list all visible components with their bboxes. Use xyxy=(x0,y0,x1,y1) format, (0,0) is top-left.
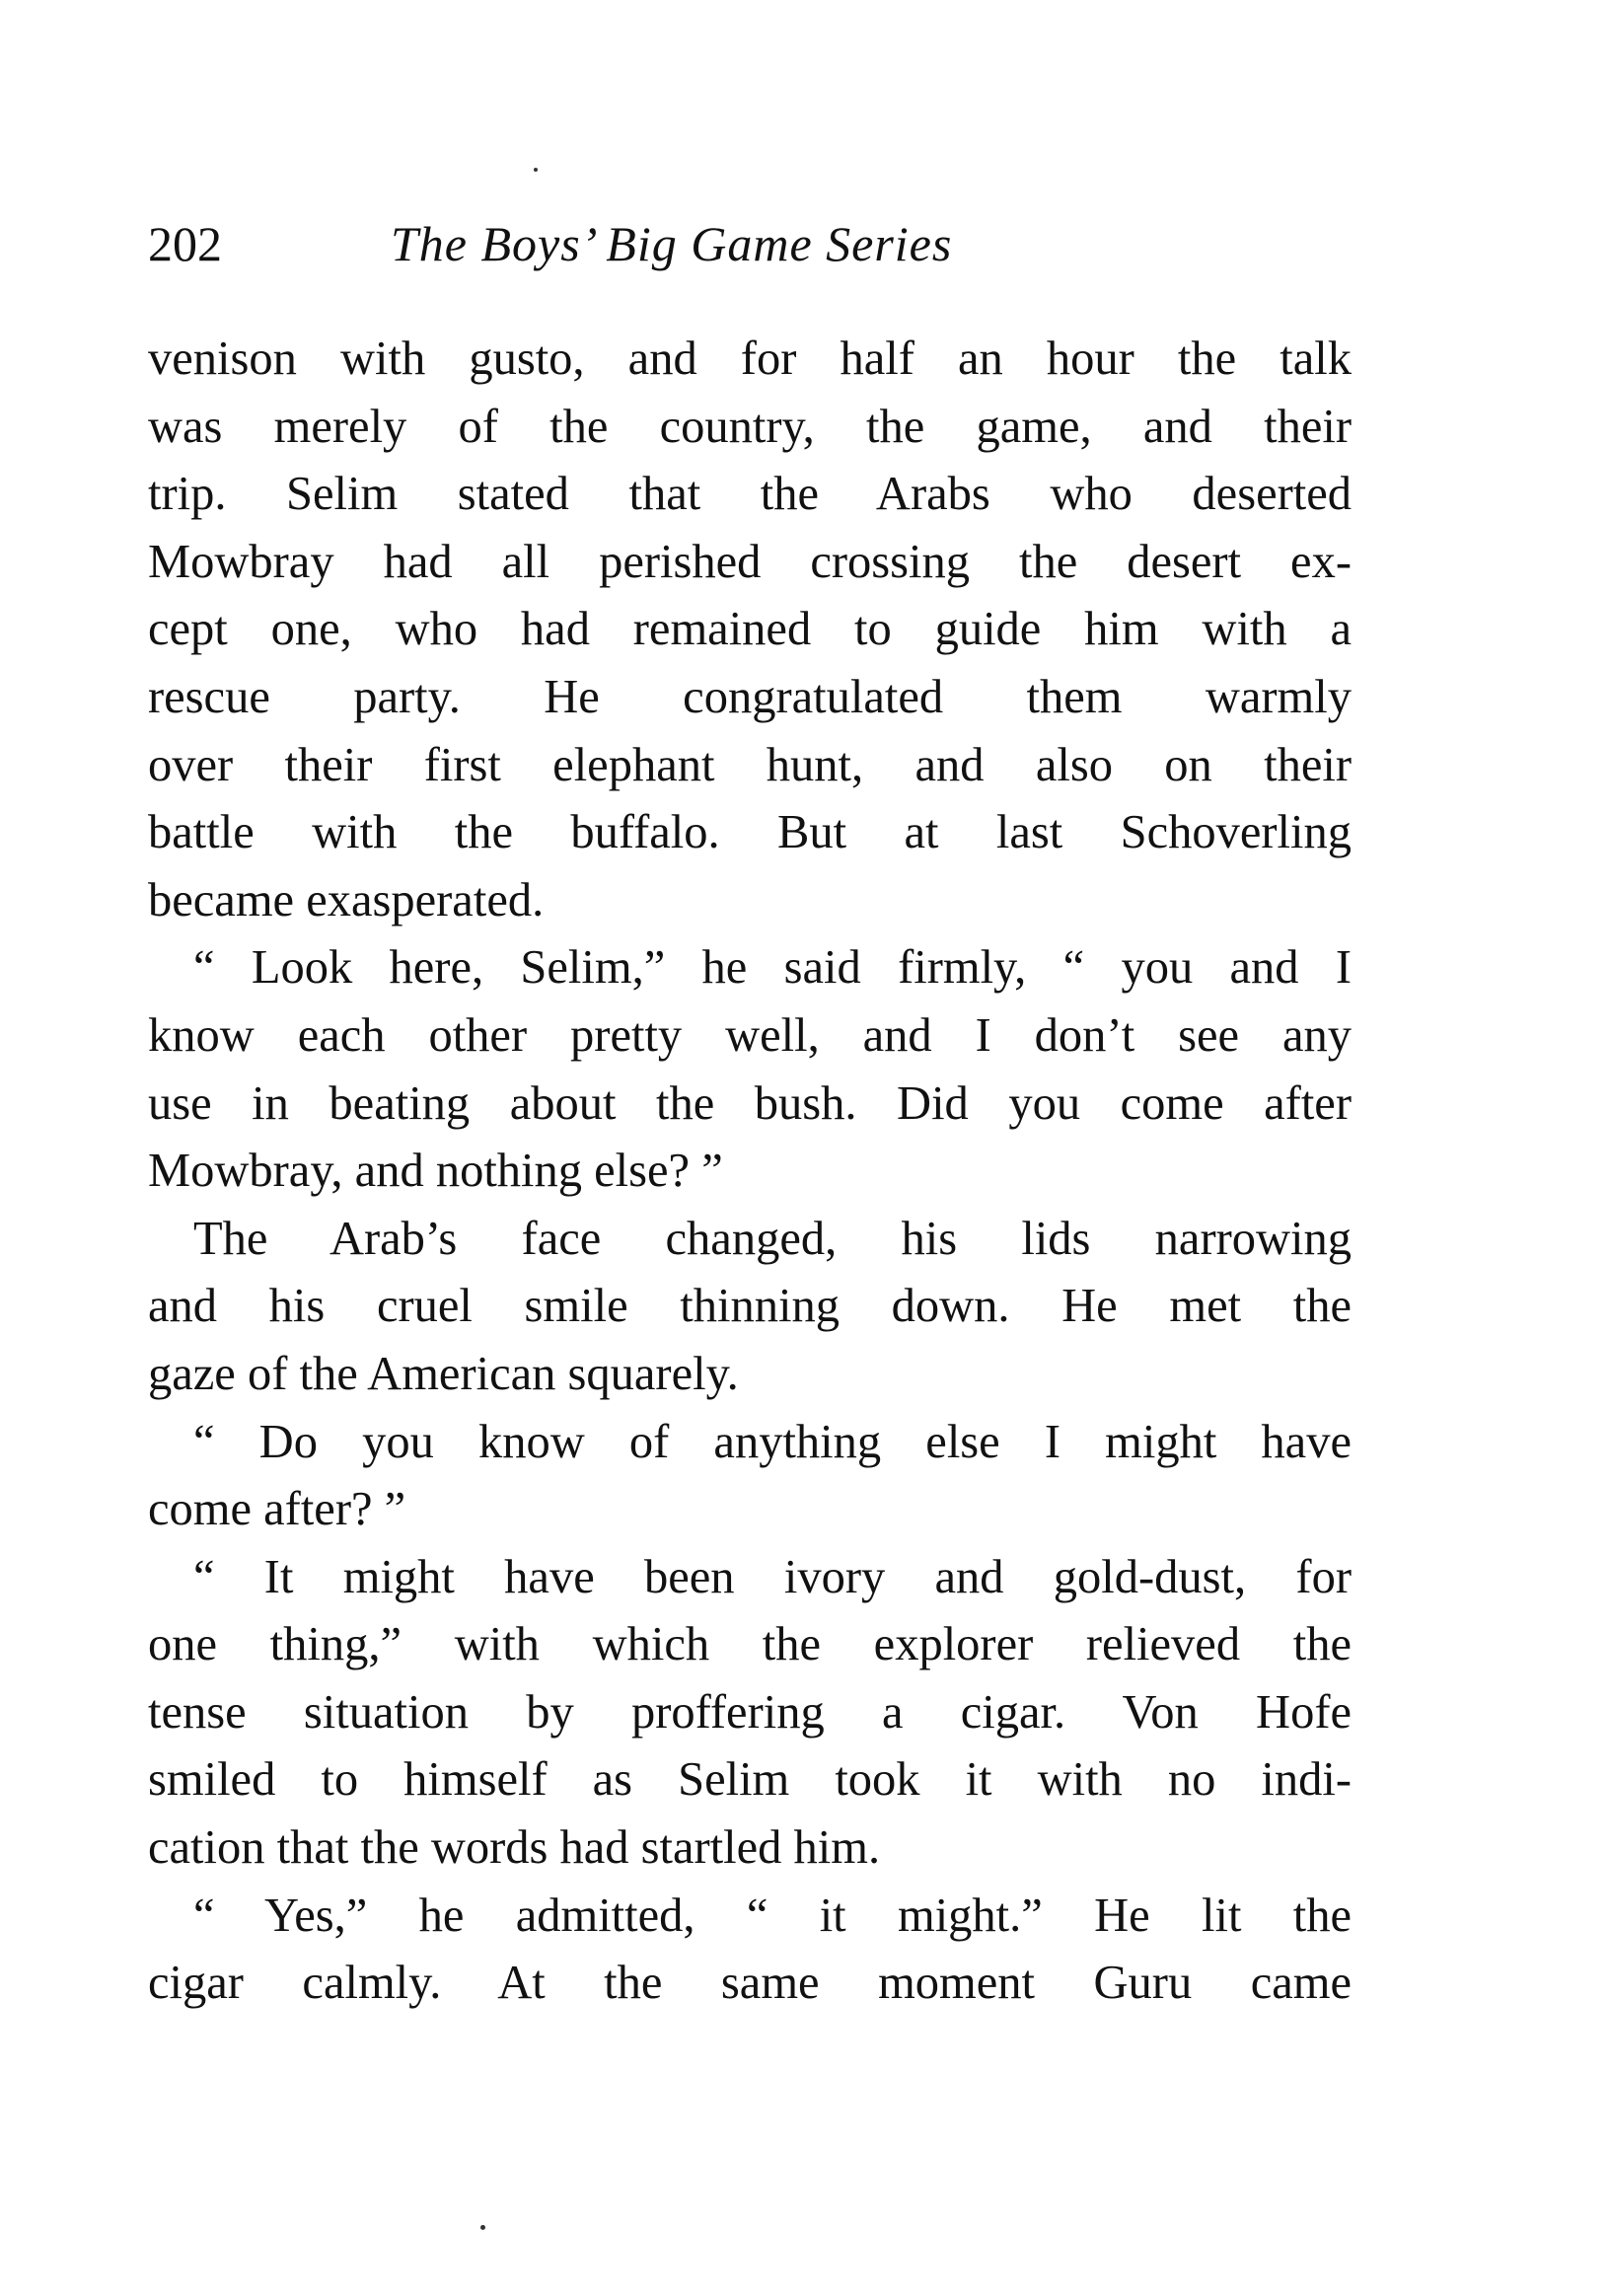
text-line: know each other pretty well, and I don’t see any xyxy=(148,1008,1352,1062)
text-line: “ Do you know of anything else I might have xyxy=(193,1415,1352,1468)
running-header xyxy=(148,209,1361,278)
text-line: “ It might have been ivory and gold-dust, for xyxy=(193,1550,1352,1603)
text-line: The Arab’s face changed, his lids narrowing xyxy=(193,1212,1352,1265)
text-line: and his cruel smile thinning down. He met the xyxy=(148,1280,1352,1333)
text-line: Mowbray had all perished crossing the desert ex- xyxy=(148,535,1352,588)
running-title: The Boys’ Big Game Series xyxy=(391,216,953,271)
text-line: rescue party. He congratulated them warmly xyxy=(148,670,1352,723)
text-line: Mowbray, and nothing else? ” xyxy=(148,1145,723,1198)
text-line: use in beating about the bush. Did you come after xyxy=(148,1076,1352,1130)
text-line: battle with the buffalo. But at last Schoverling xyxy=(148,806,1352,859)
text-line: smiled to himself as Selim took it with no indi- xyxy=(148,1753,1352,1807)
text-line: gaze of the American squarely. xyxy=(148,1347,739,1400)
body-text xyxy=(148,326,1352,2018)
text-line: cation that the words had startled him. xyxy=(148,1821,881,1875)
print-speck xyxy=(480,2225,485,2230)
text-line: “ Yes,” he admitted, “ it might.” He lit the xyxy=(193,1889,1352,1942)
text-line: trip. Selim stated that the Arabs who deserted xyxy=(148,468,1352,521)
text-line: one thing,” with which the explorer relieved the xyxy=(148,1618,1352,1671)
text-line: tense situation by proffering a cigar. Von Hofe xyxy=(148,1685,1352,1739)
text-line: cigar calmly. At the same moment Guru came xyxy=(148,1957,1352,2010)
text-line: became exasperated. xyxy=(148,873,545,926)
text-line: was merely of the country, the game, and their xyxy=(148,400,1352,453)
text-line: “ Look here, Selim,” he said firmly, “ you and I xyxy=(193,941,1352,995)
text-line: over their first elephant hunt, and also on their xyxy=(148,738,1352,791)
text-line: cept one, who had remained to guide him with a xyxy=(148,603,1352,656)
text-line: come after? ” xyxy=(148,1483,406,1536)
print-speck xyxy=(534,168,538,172)
text-line: venison with gusto, and for half an hour the talk xyxy=(148,333,1352,385)
page-number: 202 xyxy=(148,216,222,271)
